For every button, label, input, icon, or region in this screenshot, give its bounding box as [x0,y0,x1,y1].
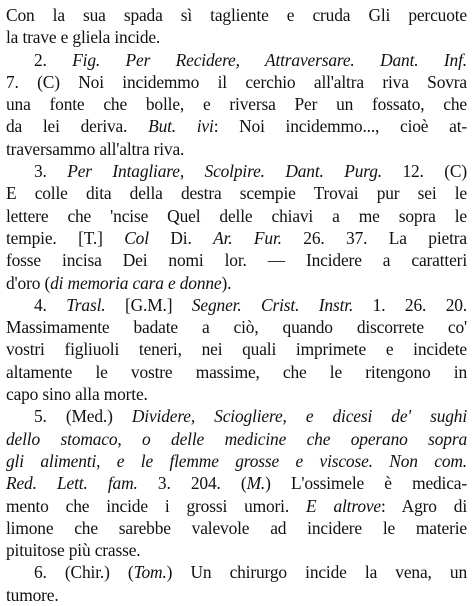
italic-segment: Dividere, Sciogliere, e dicesi de' sughi [131,406,467,427]
text-segment: tempie. [T.] [6,227,125,248]
text-segment: 1. 26. 20. [353,294,467,315]
text-line [6,405,467,427]
text-segment: traversammo all'altra riva. [6,138,185,159]
text-segment: 12. (C) [381,161,467,182]
text-line [6,115,467,137]
italic-segment: Ar. Fur. [213,227,282,248]
text-line [6,249,467,271]
italic-segment: Red. Lett. fam. [6,473,138,494]
text-line [6,4,467,26]
text-line [6,205,467,227]
text-line [6,561,467,583]
italic-segment: gli alimenti, e le flemme grosse e viscose. Non com. [6,450,467,471]
text-segment: Massimamente badate a ciò, quando discorrete co' [6,317,467,338]
text-line [6,539,467,561]
italic-segment: dello stomaco, o delle medicine che operano sopra [6,428,467,449]
text-line [6,160,467,182]
italic-segment: Per Intagliare, Scolpire. Dant. Purg. [67,161,382,182]
text-segment: 26. 37. La pietra [281,227,467,248]
text-segment: ). [221,272,232,293]
text-line [6,71,467,93]
text-segment: 7. (C) Noi incidemmo il cerchio all'altra riva Sovra [6,71,467,92]
italic-segment: E altrove [306,495,382,516]
text-segment: vostri figliuoli teneri, nei quali imprimete e incidete [6,339,467,360]
text-segment: : Agro di [381,495,467,516]
text-segment: una fonte che bolle, e riversa Per un fossato, che [6,94,467,115]
text-segment: la trave e gliela incide. [6,27,161,48]
text-segment: : Noi incidemmo..., cioè at- [213,116,467,137]
italic-segment: But. ivi [148,116,214,137]
text-segment: Di. [148,227,214,248]
text-segment: 5. (Med.) [34,406,132,427]
text-segment: Con la sua spada sì tagliente e cruda Gli percuote [6,5,467,25]
text-line [6,182,467,204]
text-segment: 3. [34,161,68,182]
text-segment: ) L'ossimele è medica- [265,473,467,494]
text-segment: capo sino alla morte. [6,384,148,405]
text-segment: fosse incisa Dei nomi lor. — Incidere a caratteri [6,250,467,271]
text-line [6,227,467,249]
text-line [6,472,467,494]
text-segment: [G.M.] [105,294,192,315]
text-segment: ) Un chirurgo incide la vena, un [166,562,467,583]
text-segment: altamente le vostre massime, che le ritengono in [6,361,467,382]
text-segment: lettere che 'ncise Quel delle chiavi a me sopra le [6,205,467,226]
italic-segment: Trasl. [66,294,106,315]
text-line [6,428,467,450]
text-line [6,361,467,383]
text-segment: 3. 204. ( [137,473,247,494]
text-segment: limone che sarebbe valevole ad incidere le materie [6,517,467,538]
text-segment: 2. [34,49,73,70]
text-line [6,294,467,316]
dictionary-entry-text [6,4,467,606]
text-segment: pituitose più crasse. [6,540,141,561]
italic-segment: Segner. Crist. Instr. [191,294,354,315]
text-segment: 6. (Chir.) ( [34,562,134,583]
text-line [6,272,467,294]
text-line [6,316,467,338]
text-line [6,26,467,48]
italic-segment: Fig. Per Recidere, Attraversare. Dant. Inf. [72,49,467,70]
text-line [6,338,467,360]
italic-segment: di memoria cara e donne [50,272,222,293]
text-segment: mento che incide i grossi umori. [6,495,307,516]
italic-segment: M. [246,473,266,494]
text-segment: d'oro ( [6,272,51,293]
text-line [6,584,467,606]
text-segment: 4. [34,294,67,315]
text-line [6,450,467,472]
italic-segment: Col [124,227,149,248]
text-line [6,495,467,517]
text-segment: tumore. [6,584,59,605]
text-line [6,138,467,160]
italic-segment: Tom. [133,562,167,583]
text-line [6,383,467,405]
text-line [6,517,467,539]
text-line [6,93,467,115]
text-segment: E colle dita della destra scempie Trovai pur sei le [6,183,467,204]
text-line [6,49,467,71]
text-segment: da lei deriva. [6,116,149,137]
